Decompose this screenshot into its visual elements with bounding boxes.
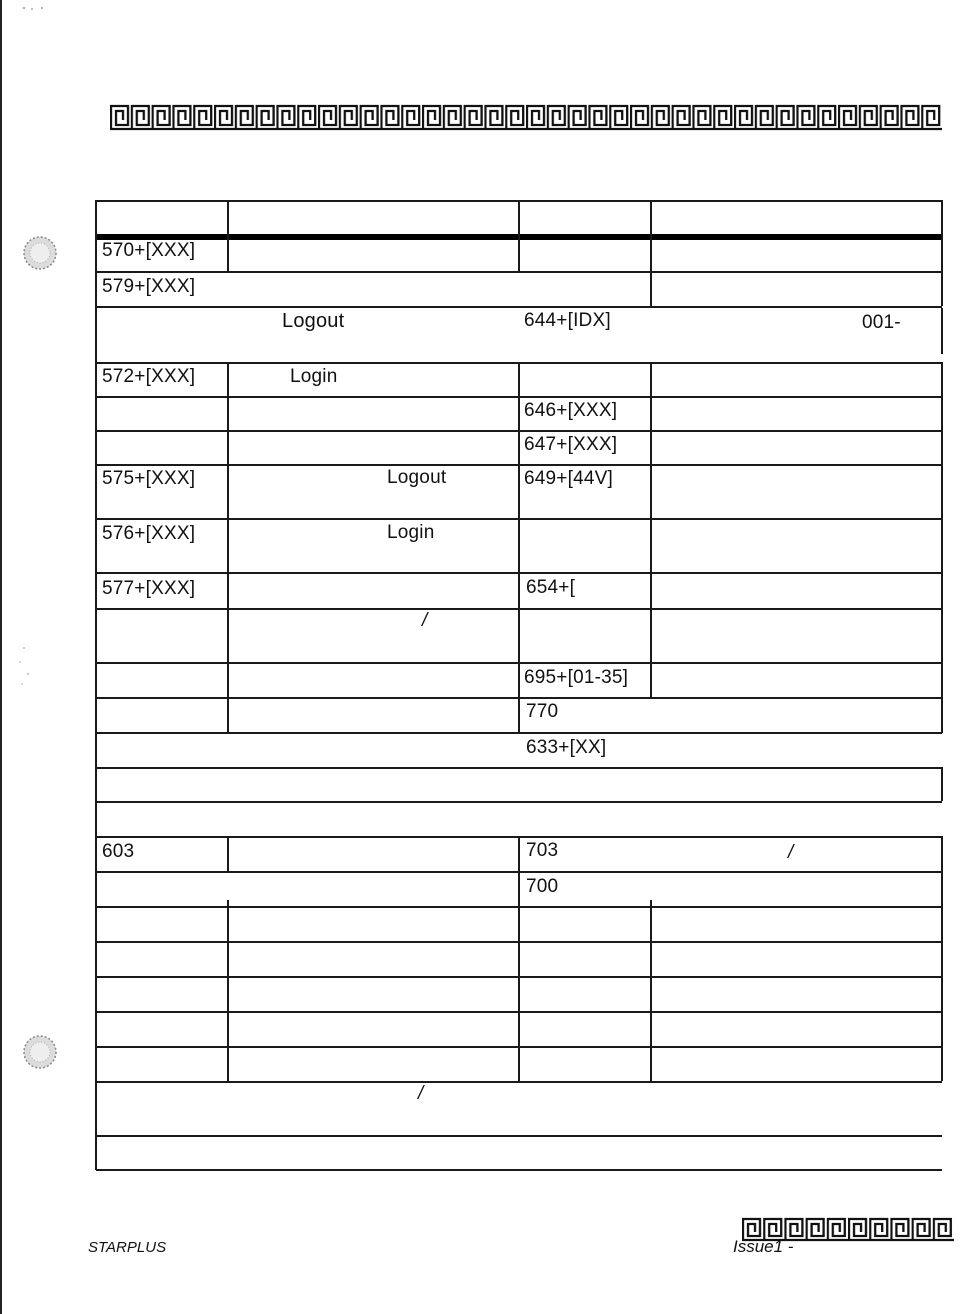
feature-code: 577+[XXX] (102, 578, 196, 599)
footer-issue: Issue1 - (733, 1237, 794, 1256)
feature-code: 649+[44V] (524, 468, 613, 489)
feature-code: 633+[XX] (526, 737, 607, 758)
footer-product-name: STARPLUS (88, 1239, 167, 1256)
feature-code: 576+[XXX] (102, 523, 196, 544)
slash-mark: / (422, 610, 428, 631)
feature-code: 647+[XXX] (524, 434, 618, 455)
feature-label: Logout (387, 467, 447, 488)
feature-label: Login (290, 366, 338, 387)
page-left-edge (0, 0, 2, 1314)
feature-code: 570+[XXX] (102, 240, 196, 261)
feature-label: Login (387, 522, 435, 543)
scan-noise (14, 640, 44, 690)
greek-key-border-top (110, 103, 942, 131)
range-text: 001- (862, 312, 901, 333)
feature-code: 646+[XXX] (524, 400, 618, 421)
feature-code: 703 (526, 840, 559, 861)
feature-code: 572+[XXX] (102, 366, 196, 387)
scan-speck (20, 0, 50, 8)
punch-hole-icon (20, 232, 60, 274)
feature-code: 654+[ (526, 577, 576, 598)
slash-mark: / (788, 842, 794, 863)
punch-hole-icon (20, 1031, 60, 1073)
feature-code: 644+[IDX] (524, 310, 611, 331)
feature-code: 700 (526, 876, 559, 897)
feature-code: 603 (102, 841, 135, 862)
feature-code: 695+[01-35] (524, 667, 629, 688)
slash-mark: / (418, 1083, 424, 1104)
feature-code: 579+[XXX] (102, 276, 196, 297)
feature-code: 770 (526, 701, 559, 722)
feature-label: Logout (282, 310, 345, 332)
feature-code: 575+[XXX] (102, 468, 196, 489)
